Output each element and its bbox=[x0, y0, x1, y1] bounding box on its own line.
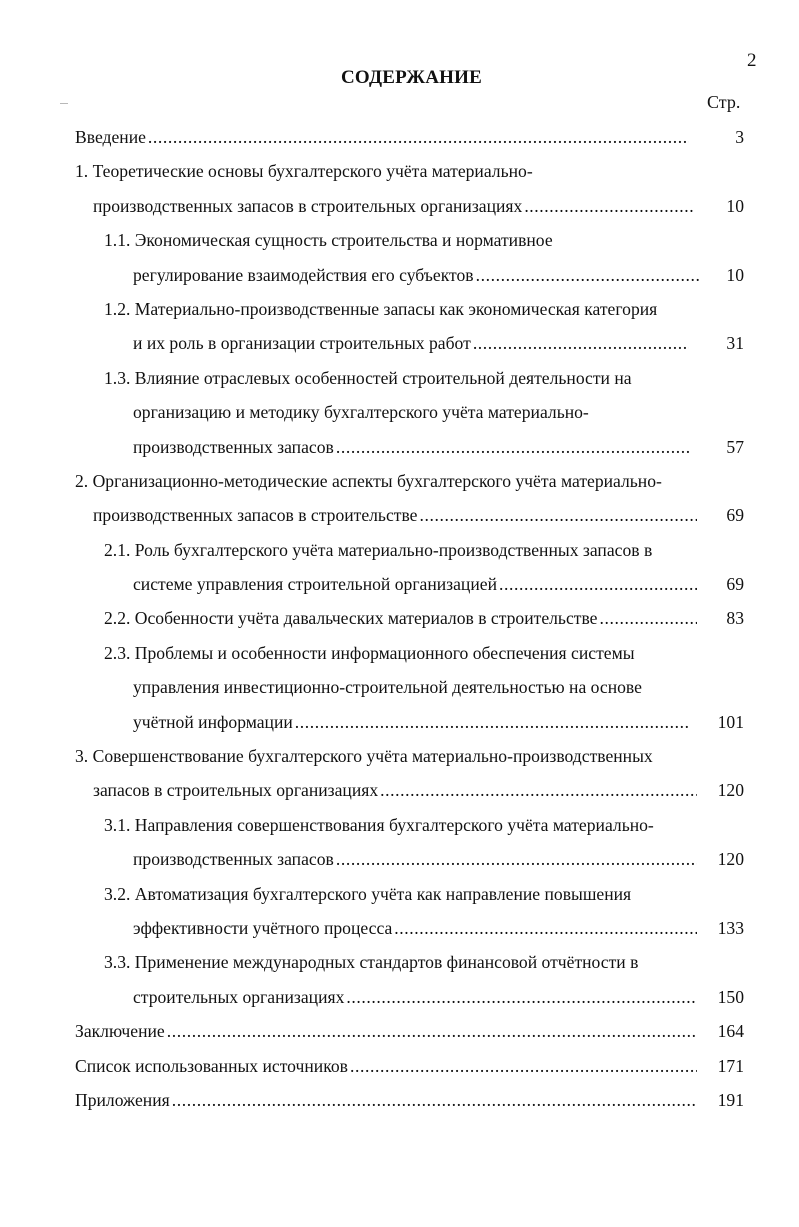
toc-entry-title: 3.2. Автоматизация бухгалтерского учёта как направление повышения bbox=[104, 883, 632, 904]
table-of-contents bbox=[0, 120, 799, 1117]
scan-artifact bbox=[60, 103, 68, 104]
toc-entry-title: 1.3. Влияние отраслевых особенностей строительной деятельности на bbox=[104, 367, 632, 388]
toc-entry-section-3-1-line2[interactable] bbox=[0, 842, 799, 876]
toc-entry-section-1-1-line1[interactable] bbox=[0, 223, 799, 257]
toc-entry-title: 3.3. Применение международных стандартов финансовой отчётности в bbox=[104, 952, 639, 973]
toc-entry-title: 2. Организационно-методические аспекты бухгалтерского учёта материально- bbox=[75, 470, 662, 491]
toc-entry-section-3-2-line1[interactable] bbox=[0, 877, 799, 911]
toc-entry-section-1-3-line1[interactable] bbox=[0, 361, 799, 395]
toc-entry-section-3-3-line2[interactable] bbox=[0, 980, 799, 1014]
toc-page-number: 69 bbox=[726, 574, 744, 595]
toc-entry-section-3-3-line1[interactable] bbox=[0, 945, 799, 979]
page-number: 2 bbox=[747, 50, 757, 71]
toc-entry-chapter-3-line2[interactable] bbox=[0, 773, 799, 807]
toc-entry-title: 1.2. Материально-производственные запасы как экономическая категория bbox=[104, 298, 658, 319]
toc-entry-chapter-3-line1[interactable] bbox=[0, 739, 799, 773]
toc-entry-section-2-1-line1[interactable] bbox=[0, 533, 799, 567]
toc-entry-chapter-2-line2[interactable] bbox=[0, 498, 799, 532]
dot-leader bbox=[419, 498, 697, 532]
toc-page-number: 10 bbox=[726, 195, 744, 216]
dot-leader bbox=[167, 1014, 697, 1048]
toc-entry-references[interactable] bbox=[0, 1049, 799, 1083]
toc-entry-title: регулирование взаимодействия его субъектов bbox=[133, 264, 474, 285]
dot-leader bbox=[380, 773, 697, 807]
toc-page-number: 120 bbox=[717, 849, 744, 870]
dot-leader bbox=[346, 980, 697, 1014]
toc-page-number: 69 bbox=[726, 505, 744, 526]
toc-entry-chapter-1-line2[interactable] bbox=[0, 189, 799, 223]
toc-entry-title: и их роль в организации строительных работ bbox=[133, 333, 471, 354]
toc-entry-title: эффективности учётного процесса bbox=[133, 917, 393, 938]
toc-entry-section-2-2[interactable] bbox=[0, 601, 799, 635]
toc-page-number: 57 bbox=[726, 436, 744, 457]
toc-page-number: 150 bbox=[717, 986, 744, 1007]
toc-entry-section-3-2-line2[interactable] bbox=[0, 911, 799, 945]
toc-entry-section-1-3-line2[interactable] bbox=[0, 395, 799, 429]
toc-entry-title: 2.3. Проблемы и особенности информационного обеспечения системы bbox=[104, 642, 635, 663]
toc-entry-title: строительных организациях bbox=[133, 986, 345, 1007]
toc-entry-title: 2.1. Роль бухгалтерского учёта материально-производственных запасов в bbox=[104, 539, 653, 560]
toc-entry-title: организацию и методику бухгалтерского учёта материально- bbox=[133, 402, 589, 423]
toc-page-number: 101 bbox=[717, 711, 744, 732]
dot-leader bbox=[476, 258, 701, 292]
toc-entry-section-1-3-line3[interactable] bbox=[0, 430, 799, 464]
toc-entry-title: 2.2. Особенности учёта давальческих материалов в строительстве bbox=[104, 608, 598, 629]
toc-entry-section-2-3-line2[interactable] bbox=[0, 670, 799, 704]
toc-entry-section-2-3-line1[interactable] bbox=[0, 636, 799, 670]
toc-entry-title: системе управления строительной организацией bbox=[133, 574, 497, 595]
toc-entry-intro[interactable] bbox=[0, 120, 799, 154]
toc-entry-title: производственных запасов bbox=[133, 436, 334, 457]
dot-leader bbox=[599, 601, 697, 635]
toc-page-number: 10 bbox=[726, 264, 744, 285]
toc-page-number: 3 bbox=[735, 127, 744, 147]
toc-entry-title: управления инвестиционно-строительной деятельностью на основе bbox=[133, 677, 642, 698]
dot-leader bbox=[336, 842, 697, 876]
dot-leader bbox=[172, 1083, 697, 1117]
toc-entry-section-1-1-line2[interactable] bbox=[0, 258, 799, 292]
toc-page-number: 191 bbox=[717, 1089, 744, 1110]
toc-entry-chapter-1-line1[interactable] bbox=[0, 154, 799, 188]
toc-entry-title: учётной информации bbox=[133, 711, 293, 732]
page-title: СОДЕРЖАНИЕ bbox=[341, 67, 482, 88]
toc-entry-section-1-2-line1[interactable] bbox=[0, 292, 799, 326]
toc-entry-title: 1. Теоретические основы бухгалтерского учёта материально- bbox=[75, 161, 533, 182]
toc-page-number: 164 bbox=[717, 1021, 744, 1042]
toc-entry-appendices[interactable] bbox=[0, 1083, 799, 1117]
toc-entry-title: Введение bbox=[75, 127, 146, 147]
dot-leader bbox=[394, 911, 697, 945]
toc-entry-title: 1.1. Экономическая сущность строительства и нормативное bbox=[104, 230, 553, 251]
toc-page-number: 120 bbox=[717, 780, 744, 801]
toc-entry-title: производственных запасов в строительстве bbox=[93, 505, 418, 526]
toc-page-number: 83 bbox=[726, 608, 744, 629]
dot-leader bbox=[350, 1049, 697, 1083]
toc-entry-title: 3. Совершенствование бухгалтерского учёта материально-производственных bbox=[75, 746, 653, 767]
dot-leader bbox=[148, 120, 689, 154]
toc-entry-section-1-2-line2[interactable] bbox=[0, 326, 799, 360]
toc-page-number: 133 bbox=[717, 917, 744, 938]
dot-leader bbox=[473, 326, 689, 360]
toc-entry-title: Список использованных источников bbox=[75, 1055, 348, 1076]
toc-entry-title: запасов в строительных организациях bbox=[93, 780, 379, 801]
page-column-header: Стр. bbox=[707, 92, 741, 112]
toc-entry-section-3-1-line1[interactable] bbox=[0, 808, 799, 842]
toc-entry-title: производственных запасов в строительных организациях bbox=[93, 195, 523, 216]
toc-page-number: 31 bbox=[726, 333, 744, 354]
toc-entry-title: Заключение bbox=[75, 1021, 165, 1042]
toc-entry-title: Приложения bbox=[75, 1089, 170, 1110]
toc-entry-section-2-1-line2[interactable] bbox=[0, 567, 799, 601]
toc-page-number: 171 bbox=[717, 1055, 744, 1076]
toc-entry-title: 3.1. Направления совершенствования бухгалтерского учёта материально- bbox=[104, 814, 654, 835]
toc-entry-title: производственных запасов bbox=[133, 849, 334, 870]
toc-entry-chapter-2-line1[interactable] bbox=[0, 464, 799, 498]
dot-leader bbox=[524, 189, 695, 223]
dot-leader bbox=[295, 705, 689, 739]
toc-entry-section-2-3-line3[interactable] bbox=[0, 705, 799, 739]
toc-entry-conclusion[interactable] bbox=[0, 1014, 799, 1048]
dot-leader bbox=[336, 430, 689, 464]
dot-leader bbox=[499, 567, 697, 601]
